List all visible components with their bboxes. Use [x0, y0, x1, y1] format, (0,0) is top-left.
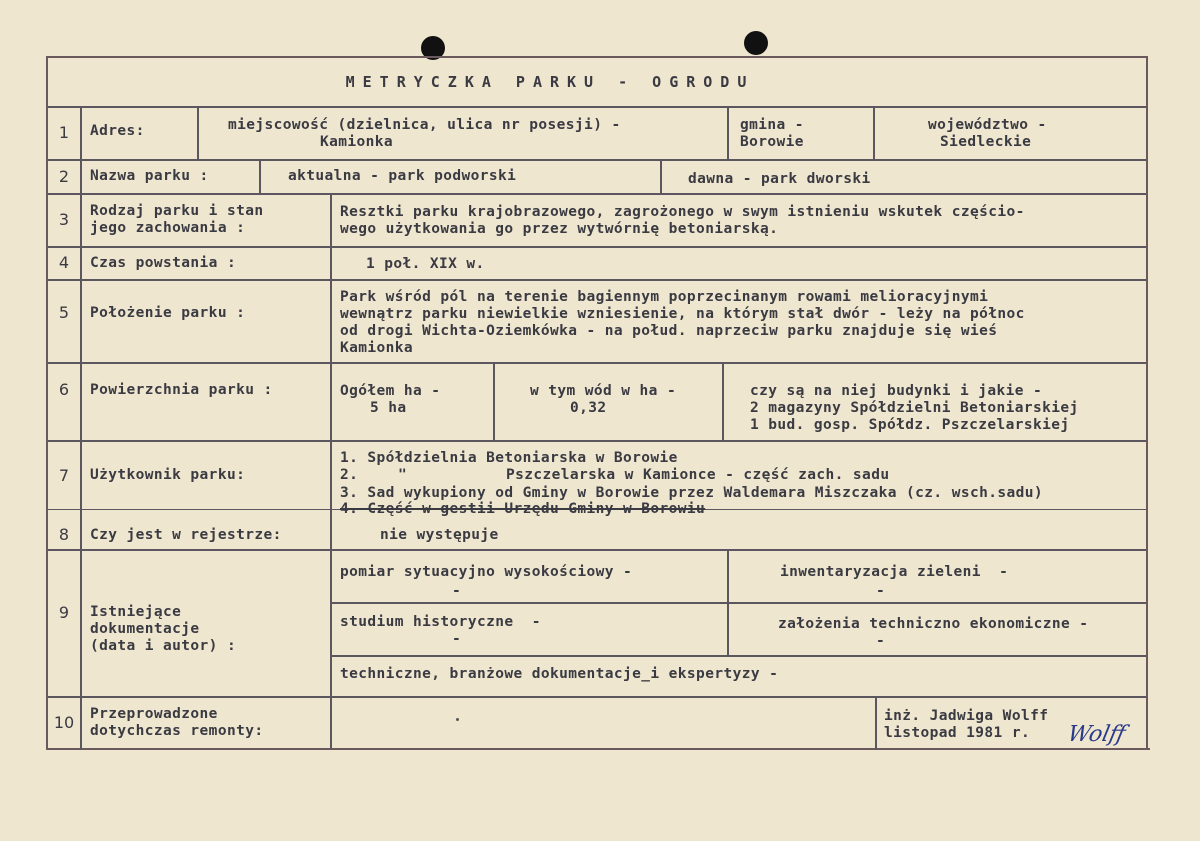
survey-doc-dash: - — [452, 583, 462, 599]
location-value-line1: Park wśród pól na terenie bagiennym poprzecinanym rowami melioracyjnymi — [340, 289, 989, 305]
row-number: 1 — [58, 123, 70, 142]
user-2-ditto: " — [398, 467, 408, 483]
rule-h-1 — [48, 106, 1146, 108]
rule-h-7 — [48, 440, 1146, 442]
documentation-label-line2: dokumentacje — [90, 621, 200, 637]
user-1: 1. Spółdzielnia Betoniarska w Borowie — [340, 450, 678, 466]
user-2-number: 2. — [340, 467, 359, 483]
park-name-former: dawna - park dworski — [688, 171, 871, 187]
area-total-label: Ogółem ha - — [340, 383, 441, 399]
documentation-label-line1: Istniejące — [90, 604, 182, 620]
historical-study-doc: studium historyczne - — [340, 614, 541, 630]
rule-h-3 — [48, 193, 1146, 195]
survey-doc: pomiar sytuacyjno wysokościowy - — [340, 564, 633, 580]
row-number: 4 — [58, 253, 70, 272]
park-name-label: Nazwa parku : — [90, 168, 209, 184]
rule-h-10 — [330, 602, 1146, 604]
rule-v-label — [330, 193, 332, 750]
locality-value: Kamionka — [320, 134, 394, 150]
gmina-value: Borowie — [740, 134, 804, 150]
rule-h-6 — [48, 362, 1146, 364]
register-label: Czy jest w rejestrze: — [90, 527, 282, 543]
frame-right — [1146, 56, 1148, 750]
user-2-text: Pszczelarska w Kamionce - część zach. sadu — [506, 467, 890, 483]
author-date: listopad 1981 r. — [884, 725, 1031, 741]
row-number: 9 — [58, 603, 70, 622]
location-value-line2: wewnątrz parku niewielkie wzniesienie, na którym stał dwór - leży na północ — [340, 306, 1025, 322]
author-name: inż. Jadwiga Wolff — [884, 708, 1049, 724]
frame-top — [46, 56, 1148, 58]
greenery-inventory-doc: inwentaryzacja zieleni - — [780, 564, 1009, 580]
punch-hole-right — [744, 31, 768, 55]
voivodeship-label: województwo - — [928, 117, 1047, 133]
water-area-label: w tym wód w ha - — [530, 383, 677, 399]
rule-v-num — [80, 106, 82, 750]
creation-time-label: Czas powstania : — [90, 255, 237, 271]
frame-bottom — [46, 748, 1150, 750]
location-label: Położenie parku : — [90, 305, 246, 321]
rule-v-r1-a — [197, 106, 199, 160]
park-type-value-line1: Resztki parku krajobrazowego, zagrożonego w swym istnieniu wskutek częścio- — [340, 204, 1025, 220]
area-total-value: 5 ha — [370, 400, 407, 416]
rule-h-11 — [330, 655, 1146, 657]
buildings-label: czy są na niej budynki i jakie - — [750, 383, 1043, 399]
buildings-line2: 1 bud. gosp. Spółdz. Pszczelarskiej — [750, 417, 1070, 433]
rule-v-r6-a — [493, 362, 495, 441]
park-type-label-line1: Rodzaj parku i stan — [90, 203, 264, 219]
park-type-value-line2: wego użytkowania go przez wytwórnię betoniarską. — [340, 221, 779, 237]
buildings-line1: 2 magazyny Spółdzielni Betoniarskiej — [750, 400, 1079, 416]
row-number: 7 — [58, 466, 70, 485]
area-label: Powierzchnia parku : — [90, 382, 273, 398]
rule-v-r1-c — [873, 106, 875, 160]
technical-assumptions-dash: - — [876, 633, 886, 649]
rule-h-9 — [48, 549, 1146, 551]
park-user-label: Użytkownik parku: — [90, 467, 246, 483]
row-number: 6 — [58, 380, 70, 399]
rule-h-12 — [48, 696, 1146, 698]
rule-v-r10 — [875, 696, 877, 750]
user-3: 3. Sad wykupiony od Gminy w Borowie przez Waldemara Miszczaka (cz. wsch.sadu) — [340, 485, 1043, 501]
park-name-current: aktualna - park podworski — [288, 168, 517, 184]
rule-v-r9 — [727, 549, 729, 656]
voivodeship-value: Siedleckie — [940, 134, 1032, 150]
greenery-inventory-dash: - — [876, 583, 886, 599]
water-area-value: 0,32 — [570, 400, 607, 416]
rule-h-5 — [48, 279, 1146, 281]
rule-h-4 — [48, 246, 1146, 248]
creation-time-value: 1 poł. XIX w. — [366, 256, 485, 272]
row-number: 2 — [58, 167, 70, 186]
row-number: 8 — [58, 525, 70, 544]
rule-v-r1-b — [727, 106, 729, 160]
repairs-label-line2: dotychczas remonty: — [90, 723, 264, 739]
rule-v-r2-a — [259, 159, 261, 194]
ink-dot — [456, 718, 459, 721]
location-value-line4: Kamionka — [340, 340, 414, 356]
rule-v-r6-b — [722, 362, 724, 441]
locality-label: miejscowość (dzielnica, ulica nr posesji) - — [228, 117, 621, 133]
row-number: 5 — [58, 303, 70, 322]
documentation-label-line3: (data i autor) : — [90, 638, 237, 654]
rule-v-r2-b — [660, 159, 662, 194]
address-label: Adres: — [90, 123, 145, 139]
technical-docs: techniczne, branżowe dokumentacje_i ekspertyzy - — [340, 666, 779, 682]
register-value: nie występuje — [380, 527, 499, 543]
rule-h-2 — [48, 159, 1146, 161]
handwritten-signature: Wolff — [1065, 722, 1128, 747]
row-number: 3 — [58, 210, 70, 229]
repairs-label-line1: Przeprowadzone — [90, 706, 218, 722]
document-title: METRYCZKA PARKU - OGRODU — [345, 73, 755, 91]
location-value-line3: od drogi Wichta-Oziemkówka - na połud. naprzeciw parku znajduje się wieś — [340, 323, 998, 339]
row-number: 10 — [53, 713, 75, 732]
historical-study-dash: - — [452, 631, 462, 647]
user-4-struck: 4. Część w gestii Urzędu Gminy w Borowiu — [340, 501, 706, 517]
technical-assumptions-doc: założenia techniczno ekonomiczne - — [778, 616, 1089, 632]
park-type-label-line2: jego zachowania : — [90, 220, 246, 236]
gmina-label: gmina - — [740, 117, 804, 133]
